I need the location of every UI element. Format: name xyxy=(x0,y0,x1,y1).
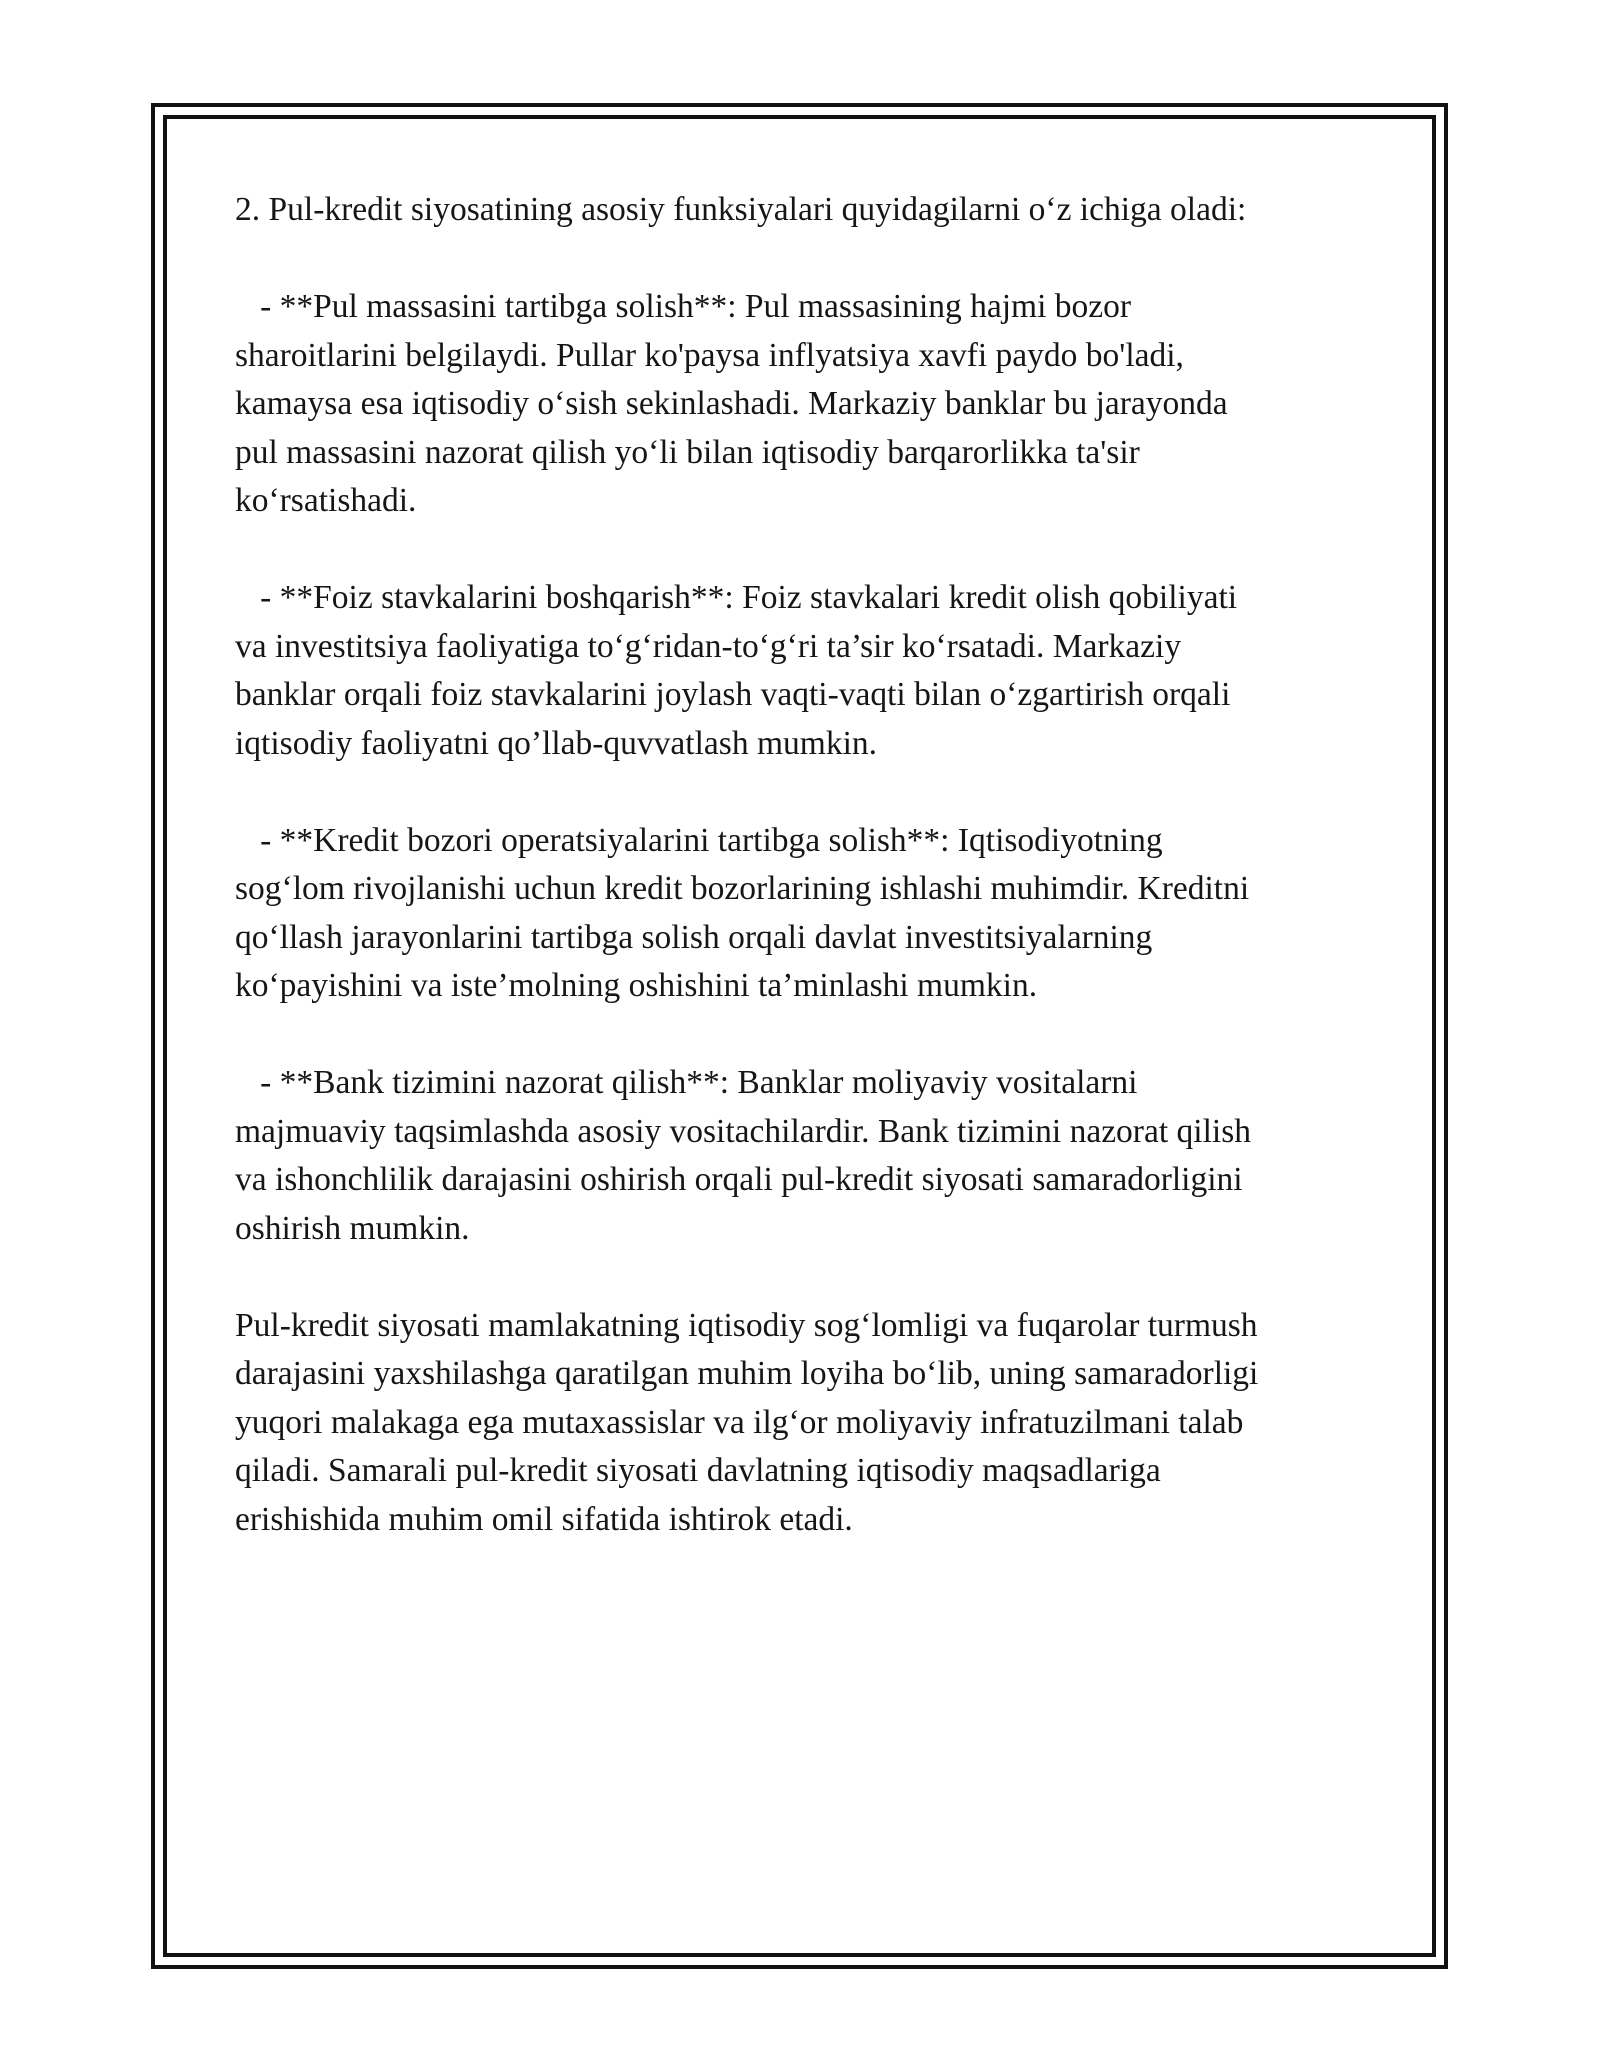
paragraph-interest-rates: - **Foiz stavkalarini boshqarish**: Foiz stavkalari kredit olish qobiliyati va investitsiya faoliyatiga to‘g‘ridan-to‘g‘ri ta’sir ko‘rsatadi. Markaziy banklar orqali foiz stavkalarini joylash vaqti-vaqti bilan o‘zgartirish orqali iqtisodiy faoliyatni qo’llab-quvvatlash mumkin. xyxy=(235,579,1238,762)
paragraph-money-supply: - **Pul massasini tartibga solish**: Pul massasining hajmi bozor sharoitlarini belgilaydi. Pullar ko'paysa inflyatsiya xavfi paydo bo'ladi, kamaysa esa iqtisodiy o‘sish sekinlashadi. Markaziy banklar bu jarayonda pul massasini nazorat qilish yo‘li bilan iqtisodiy barqarorlikka ta'sir ko‘rsatishadi. xyxy=(235,288,1228,519)
paragraph-bank-system: - **Bank tizimini nazorat qilish**: Banklar moliyaviy vositalarni majmuaviy taqsimlashda asosiy vositachilardir. Bank tizimini nazorat qilish va ishonchlilik darajasini oshirish orqali pul-kredit siyosati samaradorligini oshirish mumkin. xyxy=(235,1064,1251,1247)
paragraph-intro: 2. Pul-kredit siyosatining asosiy funksiyalari quyidagilarni o‘z ichiga oladi: xyxy=(235,191,1247,228)
paragraph-credit-market: - **Kredit bozori operatsiyalarini tartibga solish**: Iqtisodiyotning sog‘lom rivojlanishi uchun kredit bozorlarining ishlashi muhimdir. Kreditni qo‘llash jarayonlarini tartibga solish orqali davlat investitsiyalarning ko‘payishini va iste’molning oshishini ta’minlashi mumkin. xyxy=(235,821,1250,1004)
paragraph-conclusion: Pul-kredit siyosati mamlakatning iqtisodiy sog‘lomligi va fuqarolar turmush darajasini yaxshilashga qaratilgan muhim loyiha bo‘lib, uning samaradorligi yuqori malakaga ega mutaxassislar va ilg‘or moliyaviy infratuzilmani talab qiladi. Samarali pul-kredit siyosati davlatning iqtisodiy maqsadlariga erishishida muhim omil sifatida ishtirok etadi. xyxy=(235,1306,1259,1538)
document-body xyxy=(235,186,1355,1593)
